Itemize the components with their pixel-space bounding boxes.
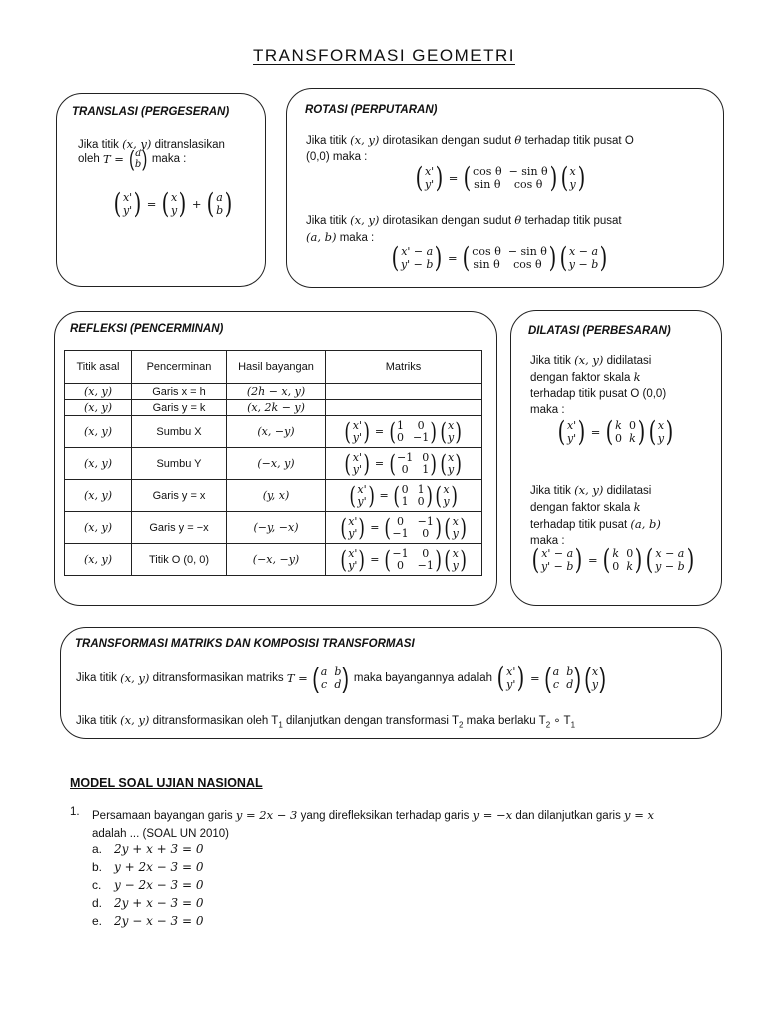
- col-matriks: Matriks: [326, 351, 482, 384]
- cell-matriks: ( x' y' ) = ( 1 0 0 −1 ) ( x y ): [326, 416, 482, 448]
- answer-option: c. y − 2x − 3 = 0: [92, 878, 204, 892]
- refleksi-table: [64, 350, 482, 576]
- dilatasi-formula-1: ( x' y' ) = ( k 0 0 k ) ( x y ): [557, 415, 674, 448]
- cell-pencerminan: Sumbu X: [132, 416, 227, 448]
- col-hasil-bayangan: Hasil bayangan: [227, 351, 326, 384]
- soal-heading: MODEL SOAL UJIAN NASIONAL: [70, 776, 263, 790]
- dilatasi-text-2: Jika titik (x, y) didilatasi dengan faktor skala k terhadap titik pusat (a, b) maka :: [530, 483, 661, 547]
- translasi-text-2: oleh T = ( a b ) maka :: [78, 146, 187, 171]
- cell-titik-asal: (x, y): [65, 448, 132, 480]
- cell-hasil-bayangan: (−x, y): [227, 448, 326, 480]
- cell-matriks: ( x' y' ) = ( −1 0 0 −1 ) ( x y ): [326, 544, 482, 576]
- answer-option: e. 2y − x − 3 = 0: [92, 914, 204, 928]
- soal-number: 1.: [70, 806, 80, 818]
- answer-option: a. 2y + x + 3 = 0: [92, 842, 204, 856]
- cell-matriks: ( x' y' ) = ( 0 −1 −1 0 ) ( x y ): [326, 512, 482, 544]
- cell-hasil-bayangan: (2h − x, y): [227, 384, 326, 400]
- soal-question: Persamaan bayangan garis y = 2x − 3 yang direfleksikan terhadap garis y = −x dan dilanjutkan garis y = x adalah ... (SOAL UN 2010): [92, 808, 654, 840]
- cell-titik-asal: (x, y): [65, 512, 132, 544]
- cell-pencerminan: Garis y = −x: [132, 512, 227, 544]
- cell-hasil-bayangan: (x, 2k − y): [227, 400, 326, 416]
- table-row: [65, 416, 482, 448]
- table-row: [65, 448, 482, 480]
- table-row: [65, 384, 482, 400]
- rotasi-text-2: Jika titik (x, y) dirotasikan dengan sudut θ terhadap titik pusat (a, b) maka :: [306, 213, 622, 244]
- table-row: [65, 480, 482, 512]
- col-pencerminan: Pencerminan: [132, 351, 227, 384]
- cell-matriks: [326, 384, 482, 400]
- cell-pencerminan: Garis y = k: [132, 400, 227, 416]
- cell-hasil-bayangan: (y, x): [227, 480, 326, 512]
- cell-pencerminan: Sumbu Y: [132, 448, 227, 480]
- cell-titik-asal: (x, y): [65, 544, 132, 576]
- col-titik-asal: Titik asal: [65, 351, 132, 384]
- cell-hasil-bayangan: (x, −y): [227, 416, 326, 448]
- cell-matriks: ( x' y' ) = ( −1 0 0 1 ) ( x y ): [326, 448, 482, 480]
- translasi-text: Jika titik (x, y) ditranslasikan: [78, 137, 225, 151]
- cell-titik-asal: (x, y): [65, 416, 132, 448]
- cell-pencerminan: Garis y = x: [132, 480, 227, 512]
- page-title: TRANSFORMASI GEOMETRI: [253, 46, 515, 65]
- dilatasi-formula-2: ( x' − a y' − b ) = ( k 0 0 k ) ( x − a y − b ): [531, 543, 694, 576]
- cell-titik-asal: (x, y): [65, 400, 132, 416]
- rotasi-formula-2: ( x' − a y' − b ) = ( cos θ − sin θ sin θ cos θ ) ( x − a y − b ): [391, 241, 608, 274]
- table-row: [65, 544, 482, 576]
- cell-matriks: ( x' y' ) = ( 0 1 1 0 ) ( x y ): [326, 480, 482, 512]
- komposisi-line-1: Jika titik (x, y) ditransformasikan matriks T = ( a b c d ) maka bayangannya adalah ( x' y' ) = ( a b c d ) ( x y ): [76, 661, 607, 694]
- komposisi-line-2: Jika titik (x, y) ditransformasikan oleh $T_1$ dilanjutkan dengan transformasi $T_2$ maka berlaku $T_2$ ∘ $T_1$: [76, 713, 576, 730]
- cell-hasil-bayangan: (−y, −x): [227, 512, 326, 544]
- dilatasi-header: DILATASI (PERBESARAN): [528, 325, 671, 337]
- komposisi-header: TRANSFORMASI MATRIKS DAN KOMPOSISI TRANSFORMASI: [75, 638, 415, 650]
- answer-option: b. y + 2x − 3 = 0: [92, 860, 204, 874]
- table-row: [65, 400, 482, 416]
- rotasi-header: ROTASI (PERPUTARAN): [305, 104, 438, 116]
- refleksi-header: REFLEKSI (PENCERMINAN): [70, 323, 224, 335]
- table-header-row: [65, 351, 482, 384]
- rotasi-formula-1: ( x' y' ) = ( cos θ − sin θ sin θ cos θ ) ( x y ): [415, 161, 586, 194]
- cell-titik-asal: (x, y): [65, 480, 132, 512]
- translasi-formula: ( x' y' ) = ( x y ) + ( a b ): [113, 187, 233, 220]
- answer-option: d. 2y + x − 3 = 0: [92, 896, 204, 910]
- table-row: [65, 512, 482, 544]
- cell-hasil-bayangan: (−x, −y): [227, 544, 326, 576]
- translasi-header: TRANSLASI (PERGESERAN): [72, 106, 230, 118]
- cell-pencerminan: Titik O (0, 0): [132, 544, 227, 576]
- cell-pencerminan: Garis x = h: [132, 384, 227, 400]
- cell-matriks: [326, 400, 482, 416]
- rotasi-text-1: Jika titik (x, y) dirotasikan dengan sudut θ terhadap titik pusat O (0,0) maka :: [306, 133, 634, 163]
- dilatasi-text-1: Jika titik (x, y) didilatasi dengan faktor skala k terhadap titik pusat O (0,0) maka :: [530, 353, 667, 416]
- cell-titik-asal: (x, y): [65, 384, 132, 400]
